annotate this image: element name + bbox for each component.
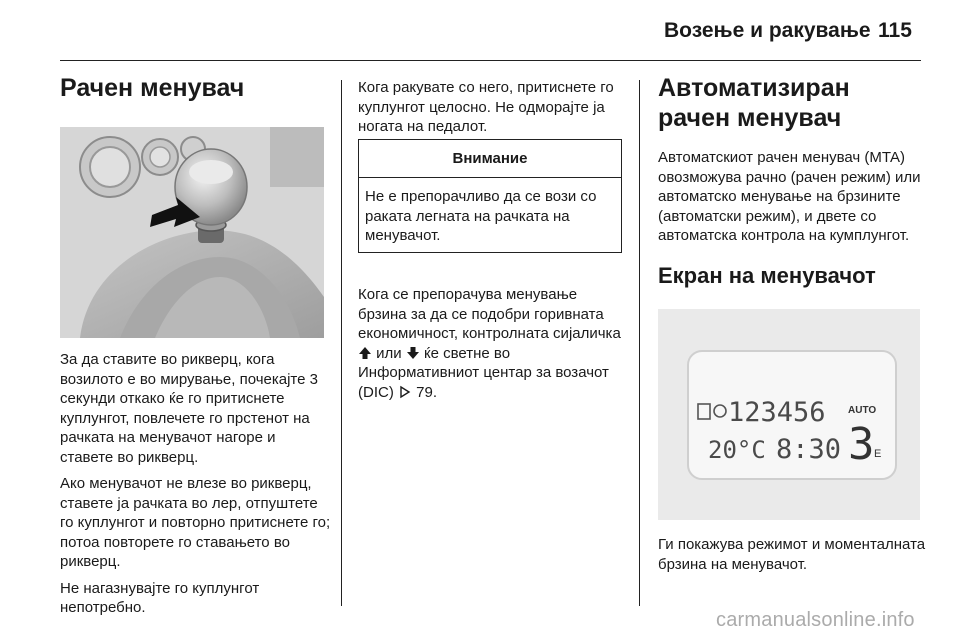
- page-reference-link[interactable]: 79.: [416, 383, 438, 401]
- shift-text-b: ќе светне во Информативниот центар за возачот (DIC): [358, 344, 609, 401]
- paragraph-display-description: Ги покажува режимот и моменталната брзина на менувачот.: [658, 536, 926, 573]
- watermark: carmanualsonline.info: [716, 609, 915, 631]
- warning-body: Не е препорачливо да се вози со раката легната на рачката на менувачот.: [365, 188, 597, 244]
- display-mode: AUTO: [848, 405, 877, 416]
- shift-up-icon: [358, 346, 372, 360]
- page-reference-icon: [398, 385, 412, 399]
- paragraph-clutch-note: Не нагазнувајте го куплунгот непотребно.: [60, 579, 260, 616]
- paragraph-reverse-gear: За да ставите во рикверц, кога возилото е во мирување, почекајте 3 секунди откако ќе го притиснете куплунгот, повлечете го прстенот на рачката на менувачот нагоре и ставете во рикверц.: [60, 351, 318, 466]
- page-number: 115: [878, 19, 912, 42]
- right-column: [658, 73, 928, 289]
- warning-box: [358, 139, 622, 253]
- left-column-body: [60, 350, 332, 618]
- shift-text-a: Кога се препорачува менување брзина за да се подобри горивната економичност, контролната сијаличка: [358, 286, 621, 342]
- shift-down-icon: [406, 346, 420, 360]
- transmission-display-figure: [658, 309, 920, 520]
- header-rule: [60, 60, 921, 61]
- gear-lever-figure: [60, 127, 324, 338]
- section-heading-manual: Рачен менувач: [60, 74, 245, 102]
- display-gear: 3: [848, 419, 875, 470]
- paragraph-mta-intro: Автоматскиот рачен менувач (MTA) овозможува рачно (рачен режим) или автоматско менување на брзините (автоматски режим), и двете со автоматска контрола на кумплунгот.: [658, 149, 921, 244]
- display-time: 8:30: [776, 434, 842, 465]
- middle-column-body: [358, 285, 626, 402]
- display-odometer: 123456: [728, 397, 826, 428]
- display-temperature: 20°C: [708, 436, 766, 464]
- right-column-body: [658, 535, 928, 574]
- paragraph-reverse-retry: Ако менувачот не влезе во рикверц, ставете ја рачката во лер, отпуштете го куплунгот и повторно притиснете го; потоа повторете го ставањето во рикверц.: [60, 475, 331, 570]
- dic-display-illustration: [658, 309, 920, 520]
- middle-column: [358, 78, 626, 137]
- paragraph-clutch-full: Кога ракувате со него, притиснете го куплунгот целосно. Не одморајте ја ногата на педалот.: [358, 79, 614, 135]
- section-heading-automated: Автоматизиран рачен менувач: [658, 74, 850, 132]
- header-title: Возење и ракување: [664, 19, 871, 42]
- display-gear-suffix: E: [874, 448, 882, 460]
- warning-title: Внимание: [359, 140, 621, 178]
- column-divider-right: [639, 80, 640, 606]
- shift-text-or: или: [376, 344, 402, 362]
- left-column: [60, 73, 330, 103]
- subheading-transmission-display: Екран на менувачот: [658, 262, 876, 288]
- column-divider-left: [341, 80, 342, 606]
- gear-lever-illustration: [60, 127, 324, 338]
- paragraph-shift-indicator: [358, 285, 626, 402]
